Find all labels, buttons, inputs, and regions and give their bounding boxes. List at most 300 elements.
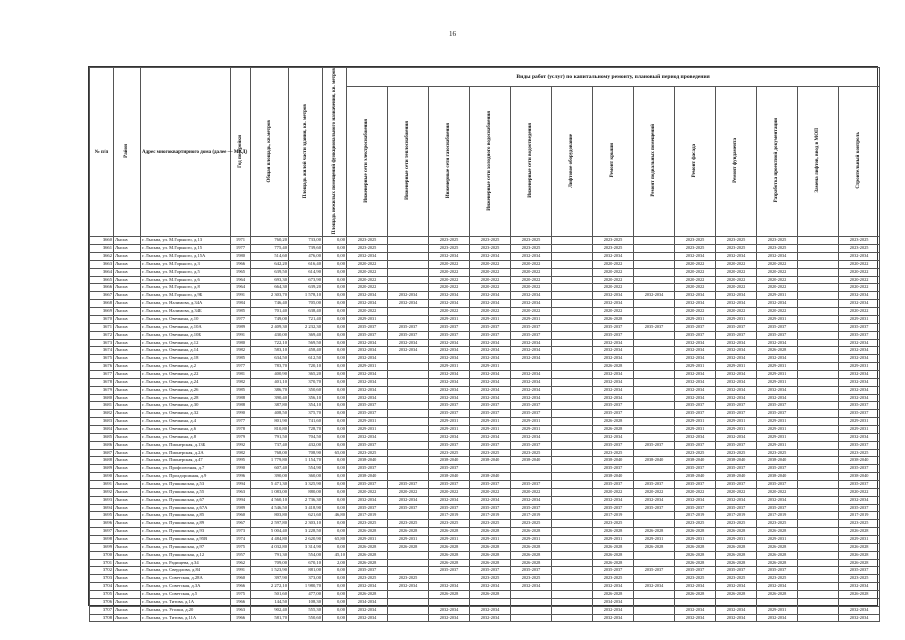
cell-work-period: 2032-2034 (470, 386, 511, 394)
cell-work-period: 2035-2037 (839, 465, 880, 473)
cell-district: Лысьв (114, 473, 141, 481)
cell-work-period: 2029-2031 (429, 418, 470, 426)
cell-total-area: 737,40 (251, 441, 289, 449)
cell-nonres-area: 0,00 (323, 591, 347, 599)
cell-address: г. Лысьва, ул. Овечкина, д.10 (141, 315, 231, 323)
cell-living-area: 728,70 (289, 425, 323, 433)
cell-work-period: 2032-2034 (716, 370, 757, 378)
cell-year: 1964 (231, 284, 251, 292)
cell-work-period: 2026-2028 (429, 591, 470, 599)
cell-work-period: 2032-2034 (511, 300, 552, 308)
cell-work-period: 2026-2028 (347, 543, 388, 551)
header-work-type: Инженерные сети электроснабжения (347, 86, 388, 236)
cell-work-period: 2032-2034 (675, 355, 716, 363)
cell-nonres-area: 0,00 (323, 363, 347, 371)
cell-work-period (798, 378, 839, 386)
cell-num: 3688 (90, 457, 114, 465)
cell-living-area: 555,30 (289, 606, 323, 614)
cell-work-period: 2035-2037 (675, 465, 716, 473)
cell-work-period: 2038-2040 (347, 457, 388, 465)
cell-work-period: 2035-2037 (511, 441, 552, 449)
cell-work-period (388, 370, 429, 378)
cell-work-period (634, 284, 675, 292)
cell-living-area: 370,70 (289, 378, 323, 386)
cell-living-area: 2 303,10 (289, 520, 323, 528)
cell-living-area: 670,10 (289, 559, 323, 567)
cell-work-period: 2023-2025 (839, 520, 880, 528)
cell-work-period: 2023-2025 (839, 449, 880, 457)
cell-work-period: 2017-2019 (675, 512, 716, 520)
cell-work-period: 2020-2022 (675, 260, 716, 268)
cell-num: 3696 (90, 520, 114, 528)
cell-nonres-area: 0,00 (323, 433, 347, 441)
cell-work-period: 2035-2037 (511, 480, 552, 488)
cell-year: 1984 (231, 300, 251, 308)
cell-work-period (388, 559, 429, 567)
cell-work-period (634, 449, 675, 457)
cell-work-period: 2020-2022 (675, 488, 716, 496)
cell-total-area: 749,00 (251, 315, 289, 323)
cell-living-area: 621,60 (289, 512, 323, 520)
cell-work-period (552, 559, 593, 567)
cell-work-period: 2035-2037 (511, 402, 552, 410)
cell-work-period: 2035-2037 (716, 410, 757, 418)
cell-total-area: 5 004,40 (251, 528, 289, 536)
cell-work-period (634, 386, 675, 394)
cell-work-period: 2035-2037 (347, 567, 388, 575)
cell-year: 1994 (231, 480, 251, 488)
cell-work-period: 2032-2034 (716, 300, 757, 308)
cell-nonres-area: 0,00 (323, 575, 347, 583)
cell-work-period (388, 355, 429, 363)
cell-total-area: 791,50 (251, 433, 289, 441)
cell-work-period (634, 551, 675, 559)
cell-work-period (798, 355, 839, 363)
cell-work-period (798, 410, 839, 418)
cell-work-period: 2020-2022 (839, 488, 880, 496)
cell-work-period (552, 347, 593, 355)
table-row (90, 260, 880, 268)
cell-work-period: 2032-2034 (675, 292, 716, 300)
cell-total-area: 2 409,30 (251, 323, 289, 331)
cell-work-period: 2032-2034 (388, 347, 429, 355)
cell-work-period: 2032-2034 (388, 339, 429, 347)
cell-work-period: 2023-2025 (511, 237, 552, 245)
cell-work-period (388, 512, 429, 520)
cell-nonres-area: 0,00 (323, 315, 347, 323)
cell-work-period: 2023-2025 (429, 245, 470, 253)
cell-year: 1996 (231, 473, 251, 481)
cell-work-period: 2032-2034 (511, 292, 552, 300)
cell-work-period: 2035-2037 (511, 410, 552, 418)
cell-total-area: 1 523,90 (251, 567, 289, 575)
cell-address: г. Лысьва, ул. Овечкина, д.8 (141, 433, 231, 441)
cell-work-period: 2032-2034 (757, 394, 798, 402)
cell-work-period (552, 331, 593, 339)
cell-nonres-area: 0,00 (323, 441, 347, 449)
header-work-type: Разработка проектной документации (757, 86, 798, 236)
cell-nonres-area: 0,00 (323, 370, 347, 378)
cell-work-period: 2026-2028 (634, 528, 675, 536)
cell-work-period (388, 253, 429, 261)
cell-work-period (552, 457, 593, 465)
cell-district: Лысьв (114, 418, 141, 426)
table-row (90, 339, 880, 347)
cell-work-period (798, 504, 839, 512)
cell-work-period (388, 378, 429, 386)
cell-work-period (798, 512, 839, 520)
cell-address: г. Лысьва, ул. Профсоюзная, д.7 (141, 465, 231, 473)
cell-year: 1990 (231, 465, 251, 473)
cell-work-period (798, 441, 839, 449)
cell-living-area: 3 228,50 (289, 528, 323, 536)
cell-work-period (388, 394, 429, 402)
cell-living-area: 673,90 (289, 276, 323, 284)
table-row (90, 473, 880, 481)
header-district: Район (114, 68, 141, 237)
cell-work-period: 2032-2034 (593, 300, 634, 308)
cell-address: г. Лысьва, ул. Пушкинская, д.89 (141, 520, 231, 528)
cell-work-period (552, 496, 593, 504)
cell-work-period: 2032-2034 (716, 394, 757, 402)
cell-work-period: 2032-2034 (634, 292, 675, 300)
cell-work-period: 2035-2037 (716, 567, 757, 575)
cell-work-period: 2032-2034 (675, 614, 716, 622)
cell-num: 3692 (90, 488, 114, 496)
cell-district: Лысьв (114, 598, 141, 606)
cell-work-period: 2034-2034 (593, 598, 634, 606)
table-row (90, 355, 880, 363)
table-row (90, 292, 880, 300)
table-row (90, 425, 880, 433)
cell-work-period: 2032-2034 (716, 496, 757, 504)
cell-district: Лысьв (114, 378, 141, 386)
cell-work-period: 2032-2034 (511, 253, 552, 261)
cell-work-period: 2032-2034 (716, 614, 757, 622)
cell-work-period: 2020-2022 (593, 276, 634, 284)
cell-living-area: 638,40 (289, 308, 323, 316)
cell-work-period: 2035-2037 (716, 402, 757, 410)
cell-work-period (798, 449, 839, 457)
cell-year: 1980 (231, 253, 251, 261)
cell-work-period: 2029-2031 (347, 418, 388, 426)
table-row (90, 465, 880, 473)
cell-address: г. Лысьва, ул. Овечкина, д.10Б (141, 331, 231, 339)
cell-work-period: 2032-2034 (511, 378, 552, 386)
cell-work-period (798, 433, 839, 441)
cell-work-period: 2032-2034 (429, 583, 470, 591)
cell-work-period: 2029-2031 (675, 363, 716, 371)
cell-work-period: 2020-2022 (347, 268, 388, 276)
cell-address: г. Лысьва, ул. Налимова, д.34А (141, 300, 231, 308)
cell-num: 3674 (90, 347, 114, 355)
cell-year: 1957 (231, 551, 251, 559)
cell-year: 1991 (231, 567, 251, 575)
cell-district: Лысьв (114, 300, 141, 308)
cell-work-period: 2023-2025 (593, 237, 634, 245)
cell-address: г. Лысьва, ул. Овечкина, д.4 (141, 418, 231, 426)
table-row (90, 575, 880, 583)
cell-living-area: 108,30 (289, 598, 323, 606)
cell-year: 1977 (231, 418, 251, 426)
cell-work-period: 2035-2037 (757, 323, 798, 331)
cell-work-period: 2026-2028 (716, 528, 757, 536)
cell-work-period: 2020-2022 (511, 260, 552, 268)
cell-work-period: 2026-2028 (716, 551, 757, 559)
cell-total-area: 390,40 (251, 394, 289, 402)
cell-work-period: 2032-2034 (347, 253, 388, 261)
cell-num: 3670 (90, 315, 114, 323)
cell-work-period: 2026-2028 (347, 528, 388, 536)
cell-year: 1989 (231, 504, 251, 512)
cell-district: Лысьв (114, 520, 141, 528)
cell-work-period: 2020-2022 (388, 488, 429, 496)
cell-work-period (798, 465, 839, 473)
cell-work-period: 2032-2034 (757, 300, 798, 308)
cell-work-period: 2035-2037 (470, 504, 511, 512)
table-row (90, 418, 880, 426)
cell-work-period: 2026-2028 (470, 543, 511, 551)
cell-work-period: 2032-2034 (470, 606, 511, 614)
cell-work-period (798, 331, 839, 339)
cell-year: 1971 (231, 237, 251, 245)
cell-nonres-area: 0,00 (323, 268, 347, 276)
cell-district: Лысьв (114, 449, 141, 457)
cell-work-period: 2023-2025 (429, 237, 470, 245)
cell-work-period (634, 614, 675, 622)
cell-work-period (552, 300, 593, 308)
cell-work-period: 2017-2019 (429, 512, 470, 520)
cell-work-period (470, 598, 511, 606)
header-work-type: Строительный контроль (839, 86, 880, 236)
table-row (90, 449, 880, 457)
cell-address: г. Лысьва, ул. Советская, д.3А (141, 583, 231, 591)
cell-work-period: 2032-2034 (675, 583, 716, 591)
cell-work-period: 2029-2031 (675, 315, 716, 323)
header-work-type: Ремонт подвальных помещений (634, 86, 675, 236)
cell-work-period (798, 268, 839, 276)
cell-district: Лысьв (114, 567, 141, 575)
cell-work-period: 2038-2040 (716, 473, 757, 481)
cell-living-area: 350,60 (289, 386, 323, 394)
cell-work-period (634, 598, 675, 606)
cell-work-period (552, 245, 593, 253)
cell-work-period: 2023-2025 (716, 575, 757, 583)
cell-work-period: 2035-2037 (429, 480, 470, 488)
cell-work-period: 2032-2034 (470, 253, 511, 261)
cell-work-period: 2026-2028 (757, 347, 798, 355)
cell-work-period: 2029-2031 (470, 425, 511, 433)
cell-address: г. Лысьва, ул. Овечкина, д.10А (141, 323, 231, 331)
cell-num: 3685 (90, 433, 114, 441)
cell-num: 3689 (90, 465, 114, 473)
cell-work-period: 2032-2034 (757, 614, 798, 622)
cell-work-period: 2038-2040 (634, 457, 675, 465)
cell-work-period: 2029-2031 (429, 363, 470, 371)
cell-work-period: 2032-2034 (347, 394, 388, 402)
cell-work-period: 2020-2022 (757, 268, 798, 276)
cell-work-period (552, 292, 593, 300)
cell-work-period: 2035-2037 (839, 402, 880, 410)
cell-work-period: 2026-2028 (675, 551, 716, 559)
cell-work-period (388, 386, 429, 394)
cell-work-period: 2020-2022 (839, 268, 880, 276)
cell-work-period: 2017-2019 (757, 512, 798, 520)
cell-work-period (634, 363, 675, 371)
cell-year: 1966 (231, 260, 251, 268)
cell-work-period: 2023-2025 (593, 575, 634, 583)
cell-year: 1991 (231, 292, 251, 300)
cell-work-period (798, 528, 839, 536)
cell-year: 1979 (231, 433, 251, 441)
cell-work-period: 2023-2025 (675, 237, 716, 245)
cell-living-area: 2 736,30 (289, 496, 323, 504)
cell-work-period: 2029-2031 (347, 425, 388, 433)
cell-work-period (552, 504, 593, 512)
cell-nonres-area: 0,00 (323, 528, 347, 536)
cell-total-area: 2 272,10 (251, 583, 289, 591)
cell-work-period: 2023-2025 (839, 575, 880, 583)
cell-num: 3699 (90, 543, 114, 551)
cell-total-area: 387,80 (251, 402, 289, 410)
cell-work-period: 2034-2034 (347, 598, 388, 606)
cell-work-period: 2035-2037 (347, 410, 388, 418)
cell-living-area: 881,00 (289, 567, 323, 575)
cell-work-period (634, 315, 675, 323)
cell-num: 3671 (90, 323, 114, 331)
cell-nonres-area: 0,00 (323, 543, 347, 551)
cell-work-period: 2032-2034 (511, 355, 552, 363)
cell-nonres-area: 65,00 (323, 449, 347, 457)
cell-address: г. Лысьва, ул. Пушкинская, д.12 (141, 551, 231, 559)
cell-work-period: 2035-2037 (675, 331, 716, 339)
cell-work-period: 2035-2037 (429, 402, 470, 410)
cell-living-area: 708,90 (289, 449, 323, 457)
cell-work-period: 2035-2037 (593, 465, 634, 473)
cell-num: 3693 (90, 496, 114, 504)
cell-work-period (798, 323, 839, 331)
cell-district: Лысьв (114, 441, 141, 449)
cell-work-period: 2035-2037 (675, 402, 716, 410)
cell-work-period (552, 308, 593, 316)
cell-work-period: 2032-2034 (388, 292, 429, 300)
cell-work-period: 2032-2034 (757, 583, 798, 591)
cell-work-period: 2035-2037 (347, 465, 388, 473)
cell-living-area: 3 314,90 (289, 543, 323, 551)
cell-work-period: 2032-2034 (470, 300, 511, 308)
cell-work-period: 2032-2034 (470, 347, 511, 355)
cell-year: 1978 (231, 425, 251, 433)
table-row (90, 370, 880, 378)
cell-work-period (511, 363, 552, 371)
cell-work-period: 2026-2028 (716, 543, 757, 551)
cell-district: Лысьв (114, 559, 141, 567)
cell-work-period: 2020-2022 (511, 308, 552, 316)
cell-work-period: 2032-2034 (839, 347, 880, 355)
cell-total-area: 144,50 (251, 598, 289, 606)
cell-year: 1967 (231, 520, 251, 528)
cell-work-period: 2029-2031 (839, 425, 880, 433)
table-row (90, 512, 880, 520)
cell-nonres-area: 0,00 (323, 402, 347, 410)
cell-work-period: 2032-2034 (429, 496, 470, 504)
cell-address: г. Лысьва, ул. М.Горького, д.15А (141, 253, 231, 261)
cell-living-area: 741,60 (289, 418, 323, 426)
cell-work-period (552, 253, 593, 261)
cell-nonres-area: 0,00 (323, 394, 347, 402)
cell-work-period: 2032-2034 (511, 370, 552, 378)
cell-district: Лысьв (114, 425, 141, 433)
cell-district: Лысьв (114, 512, 141, 520)
cell-work-period: 2032-2034 (675, 496, 716, 504)
cell-work-period: 2023-2025 (593, 245, 634, 253)
cell-work-period (798, 457, 839, 465)
table-row (90, 237, 880, 245)
cell-work-period: 2032-2034 (429, 292, 470, 300)
cell-work-period (552, 480, 593, 488)
table-row (90, 559, 880, 567)
header-work-type: Инженерные сети газоснабжения (429, 86, 470, 236)
cell-work-period: 2035-2037 (470, 331, 511, 339)
cell-work-period (552, 339, 593, 347)
cell-total-area: 397,90 (251, 575, 289, 583)
cell-nonres-area: 0,00 (323, 331, 347, 339)
cell-work-period: 2038-2040 (839, 457, 880, 465)
header-address: Адрес многоквартирного дома (далее — МКД) (141, 68, 231, 237)
cell-work-period (634, 418, 675, 426)
cell-nonres-area: 0,00 (323, 457, 347, 465)
cell-work-period: 2035-2037 (429, 331, 470, 339)
cell-work-period: 2026-2028 (593, 315, 634, 323)
cell-total-area: 760,20 (251, 237, 289, 245)
cell-work-period: 2035-2037 (716, 331, 757, 339)
cell-nonres-area: 46,80 (323, 512, 347, 520)
cell-work-period: 2020-2022 (470, 488, 511, 496)
cell-work-period: 2032-2034 (347, 606, 388, 614)
cell-work-period: 2023-2025 (388, 575, 429, 583)
cell-district: Лысьв (114, 363, 141, 371)
cell-work-period: 2023-2025 (675, 449, 716, 457)
cell-work-period: 2032-2034 (429, 614, 470, 622)
cell-year: 1966 (231, 614, 251, 622)
cell-work-period: 2029-2031 (716, 425, 757, 433)
cell-address: г. Лысьва, ул. Овечкина, д.24 (141, 378, 231, 386)
table-row (90, 614, 880, 622)
cell-work-period (634, 237, 675, 245)
cell-work-period: 2020-2022 (470, 268, 511, 276)
cell-work-period (552, 575, 593, 583)
cell-work-period: 2023-2025 (470, 520, 511, 528)
cell-work-period: 2032-2034 (716, 253, 757, 261)
cell-work-period: 2038-2040 (429, 457, 470, 465)
cell-work-period: 2032-2034 (470, 394, 511, 402)
cell-work-period: 2032-2034 (716, 378, 757, 386)
cell-address: г. Лысьва, ул. Овечкина, д.30 (141, 402, 231, 410)
cell-work-period: 2020-2022 (593, 284, 634, 292)
cell-work-period: 2020-2022 (716, 260, 757, 268)
cell-num: 3666 (90, 284, 114, 292)
cell-work-period: 2020-2022 (839, 260, 880, 268)
cell-num: 3683 (90, 418, 114, 426)
cell-address: г. Лысьва, ул. Овечкина, д.14 (141, 347, 231, 355)
cell-work-period: 2023-2025 (675, 245, 716, 253)
cell-nonres-area: 0,00 (323, 465, 347, 473)
cell-work-period: 2032-2034 (347, 378, 388, 386)
cell-work-period: 2035-2037 (839, 441, 880, 449)
cell-work-period: 2020-2022 (429, 268, 470, 276)
cell-work-period: 2032-2034 (675, 433, 716, 441)
cell-living-area: 3 325,90 (289, 480, 323, 488)
